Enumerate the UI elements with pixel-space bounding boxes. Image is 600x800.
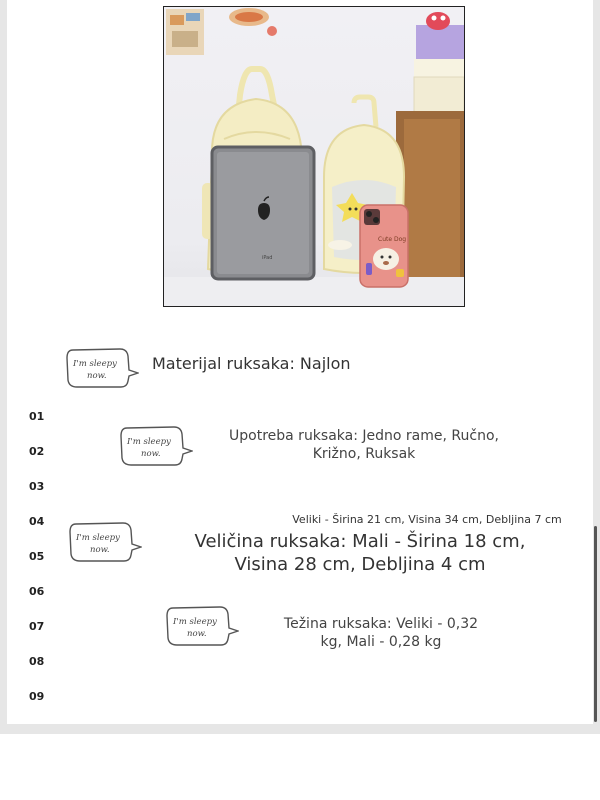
line-number: 08 (29, 655, 45, 668)
line-number: 02 (29, 445, 45, 458)
scrollbar-thumb[interactable] (594, 526, 597, 722)
sleepy-speech-bubble (65, 346, 139, 390)
small-size-text: Veličina ruksaka: Mali - Širina 18 cm, Visina 28 cm, Debljina 4 cm (194, 531, 526, 575)
sleepy-speech-bubble (119, 424, 193, 468)
svg-text:now.: now. (187, 629, 207, 639)
line-number: 07 (29, 620, 45, 633)
sleepy-speech-bubble (165, 604, 239, 648)
line-number: 04 (29, 515, 45, 528)
weight-text: Težina ruksaka: Veliki - 0,32 kg, Mali - 0,28 kg (283, 616, 479, 650)
line-number: 09 (29, 690, 45, 703)
line-number: 01 (29, 410, 45, 423)
svg-text:now.: now. (87, 371, 107, 381)
line-number: 03 (29, 480, 45, 493)
svg-text:I'm sleepy: I'm sleepy (127, 437, 171, 447)
phone-sticker-text: Cute Dog (378, 236, 407, 243)
tablet-label: iPad (262, 255, 273, 261)
svg-text:I'm sleepy: I'm sleepy (76, 533, 120, 543)
material-text: Materijal ruksaka: Najlon (152, 354, 351, 373)
line-number: 05 (29, 550, 45, 563)
svg-text:I'm sleepy: I'm sleepy (173, 617, 217, 627)
svg-text:I'm sleepy: I'm sleepy (73, 359, 117, 369)
usage-text: Upotreba ruksaka: Jedno rame, Ručno, Križno, Ruksak (229, 428, 499, 462)
line-number: 06 (29, 585, 45, 598)
svg-text:now.: now. (90, 545, 110, 555)
sleepy-speech-bubble (68, 520, 142, 564)
product-photo (163, 6, 465, 307)
backpacks-illustration (164, 7, 464, 306)
large-size-text: Veliki - Širina 21 cm, Visina 34 cm, Debljina 7 cm (292, 513, 562, 526)
svg-text:now.: now. (141, 449, 161, 459)
